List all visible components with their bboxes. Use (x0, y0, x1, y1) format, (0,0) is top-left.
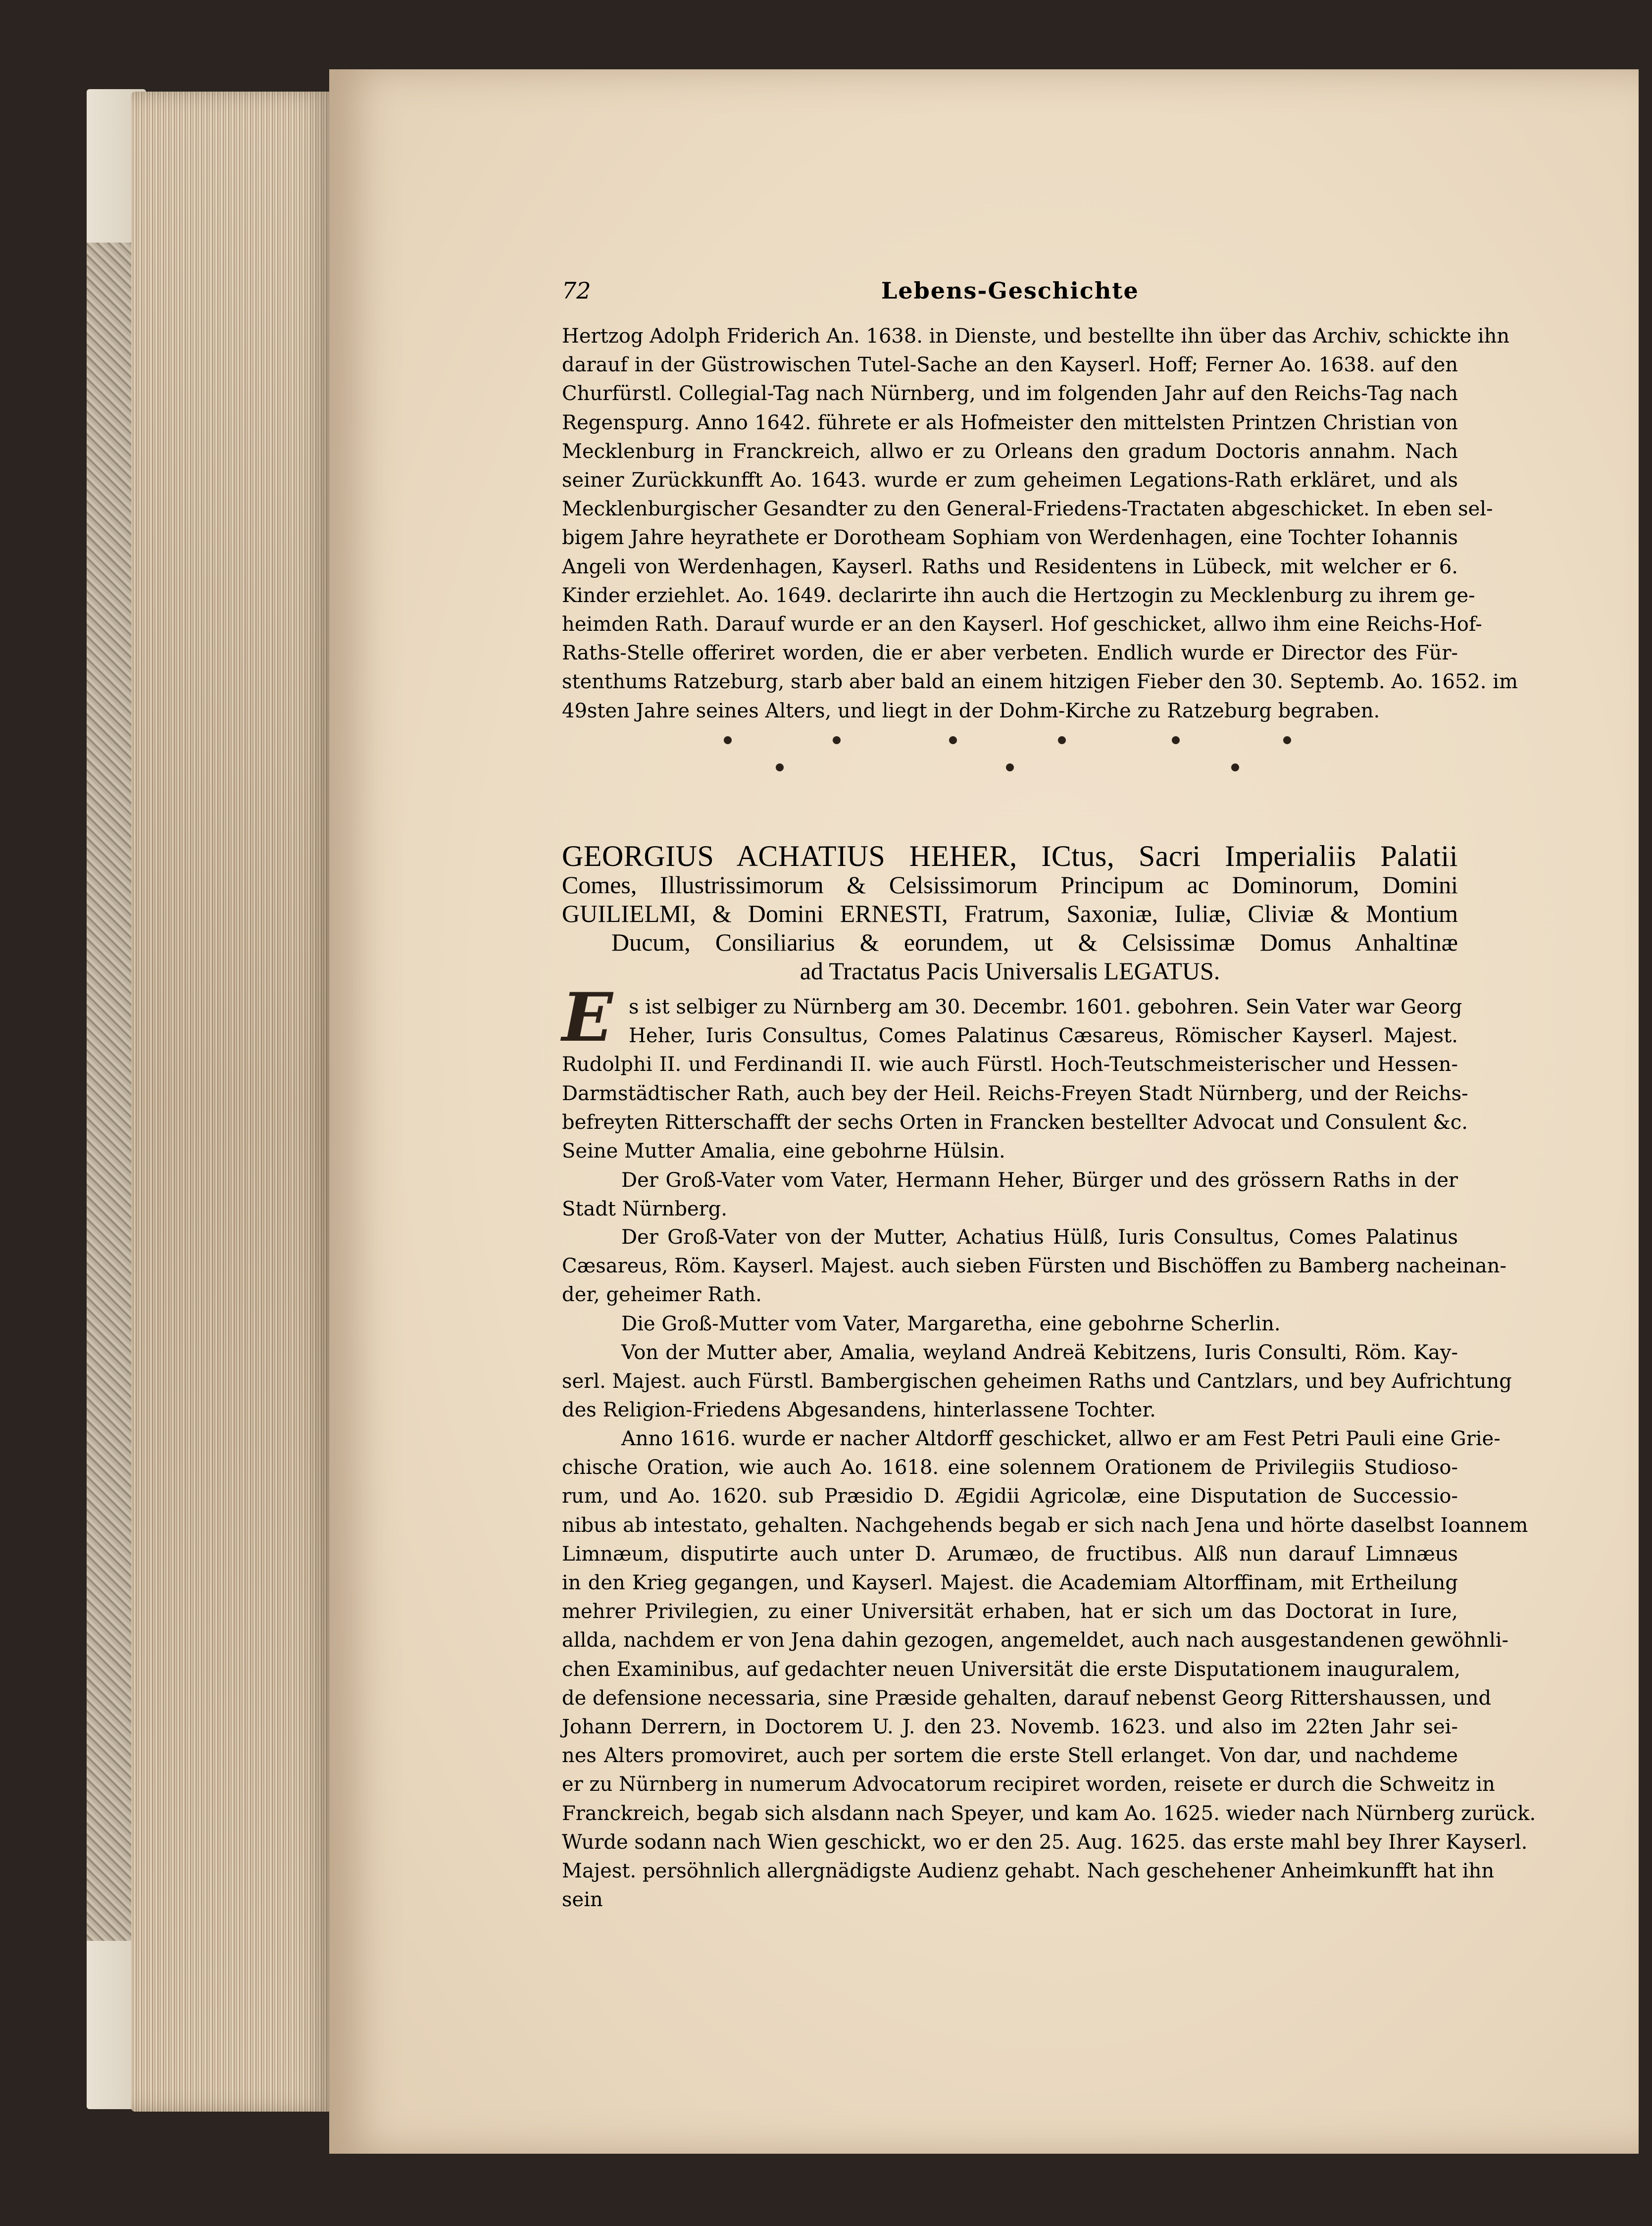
drop-capital: E (562, 978, 613, 1057)
text-line: Franckreich, begab sich alsdann nach Speyer, und kam Ao. 1625. wieder nach Nürnberg zurück. (562, 1802, 1536, 1825)
grandfather-maternal-paragraph (562, 1223, 1506, 1310)
text-line: s ist selbiger zu Nürnberg am 30. Decembr. 1601. gebohren. Sein Vater war Georg (629, 996, 1462, 1018)
text-line: mehrer Privilegien, zu einer Universität erhaben, hat er sich um das Doctorat in Iure, (562, 1600, 1458, 1623)
text-line: befreyten Ritterschafft der sechs Orten in Francken bestellter Advocat und Consulent &c. (562, 1111, 1468, 1134)
text-line: Angeli von Werdenhagen, Kayserl. Raths und Residentens in Lübeck, mit welcher er 6. (562, 555, 1458, 578)
text-line: in den Krieg gegangen, und Kayserl. Majest. die Academiam Altorffinam, mit Ertheilung (562, 1571, 1458, 1595)
text-line: chen Examinibus, auf gedachter neuen Universität die erste Disputationem inauguralem, (562, 1658, 1461, 1681)
heading-line-4: Ducum, Consiliarius & eorundem, ut & Celsissimæ Domus Anhaltinæ (611, 928, 1458, 956)
text-line: Majest. persöhnlich allergnädigste Audienz gehabt. Nach geschehener Anheimkunfft hat ihn (562, 1860, 1495, 1883)
text-line: Limnæum, disputirte auch unter D. Arumæo, de fructibus. Alß nun darauf Limnæus (562, 1542, 1458, 1566)
heading-line-1: GEORGIUS ACHATIUS HEHER, ICtus, Sacri Imperialiis Palatii (562, 840, 1458, 872)
ornament-divider (693, 720, 1337, 780)
catchword-block (562, 1885, 1458, 1914)
first-paragraph (562, 993, 1468, 1165)
text-line: chische Oration, wie auch Ao. 1618. eine solennem Orationem de Privilegiis Studioso- (562, 1456, 1458, 1479)
page-edges-shade (131, 92, 334, 2112)
text-line: Darmstädtischer Rath, auch bey der Heil. Reichs-Freyen Stadt Nürnberg, und der Reichs- (562, 1082, 1468, 1105)
text-line: Raths-Stelle offeriret worden, die er aber verbeten. Endlich wurde er Director des Für- (562, 642, 1458, 665)
top-paragraph (562, 322, 1518, 725)
catchword: sein (562, 1888, 603, 1911)
text-line: allda, nachdem er von Jena dahin gezogen, angemeldet, auch nach ausgestandenen gewöhnli- (562, 1629, 1509, 1652)
text-line: Der Groß-Vater von der Mutter, Achatius Hülß, Iuris Consultus, Comes Palatinus (621, 1226, 1458, 1249)
grandmother-paternal-paragraph (562, 1310, 1458, 1338)
running-head: Lebens-Geschichte (881, 277, 1139, 304)
text-line: Kinder erziehlet. Ao. 1649. declarirte ihn auch die Hertzogin zu Mecklenburg zu ihrem ge- (562, 584, 1475, 607)
heading-line-3: GUILIELMI, & Domini ERNESTI, Fratrum, Saxoniæ, Iuliæ, Cliviæ & Montium (562, 900, 1458, 927)
final-paragraph (562, 1424, 1536, 1885)
text-line: nes Alters promoviret, auch per sortem die erste Stell erlanget. Von dar, und nachdeme (562, 1744, 1458, 1768)
text-line: Rudolphi II. und Ferdinandi II. wie auch Fürstl. Hoch-Teutschmeisterischer und Hessen- (562, 1053, 1458, 1076)
text-line: Anno 1616. wurde er nacher Altdorff geschicket, allwo er am Fest Petri Pauli eine Grie- (621, 1427, 1501, 1450)
heading-line-2: Comes, Illustrissimorum & Celsissimorum Principum ac Dominorum, Domini (562, 871, 1458, 899)
text-line: stenthums Ratzeburg, starb aber bald an einem hitzigen Fieber den 30. Septemb. Ao. 1652. im (562, 670, 1518, 694)
text-line: Mecklenburg in Franckreich, allwo er zu Orleans den gradum Doctoris annahm. Nach (562, 440, 1458, 463)
ornament-dots (693, 720, 1337, 780)
text-line: de defensione necessaria, sine Præside gehalten, darauf nebenst Georg Rittershaussen, und (562, 1686, 1492, 1710)
text-line: bigem Jahre heyrathete er Dorotheam Sophiam von Werdenhagen, eine Tochter Iohannis (562, 526, 1458, 550)
text-line: Churfürstl. Collegial-Tag nach Nürnberg, und im folgenden Jahr auf den Reichs-Tag nach (562, 382, 1458, 405)
text-line: des Religion-Friedens Abgesandens, hinterlassene Tochter. (562, 1399, 1156, 1422)
text-line: Stadt Nürnberg. (562, 1198, 728, 1221)
text-line: Die Groß-Mutter vom Vater, Margaretha, eine gebohrne Scherlin. (621, 1313, 1281, 1335)
text-line: Regenspurg. Anno 1642. führete er als Hofmeister den mittelsten Printzen Christian von (562, 411, 1458, 434)
grandfather-paternal-paragraph (562, 1166, 1458, 1223)
mother-side-paragraph (562, 1338, 1512, 1425)
text-line: 49sten Jahre seines Alters, und liegt in der Dohm-Kirche zu Ratzeburg begraben. (562, 699, 1380, 722)
text-line: Der Groß-Vater vom Vater, Hermann Heher, Bürger und des grössern Raths in der (621, 1169, 1458, 1192)
text-line: der, geheimer Rath. (562, 1283, 762, 1307)
text-line: rum, und Ao. 1620. sub Præsidio D. Ægidii Agricolæ, eine Disputation de Successio- (562, 1485, 1458, 1508)
text-line: Cæsareus, Röm. Kayserl. Majest. auch sieben Fürsten und Bischöffen zu Bamberg nacheinan- (562, 1255, 1506, 1278)
text-line: er zu Nürnberg in numerum Advocatorum recipiret worden, reisete er durch die Schweitz in (562, 1773, 1495, 1796)
text-line: seiner Zurückkunfft Ao. 1643. wurde er zum geheimen Legations-Rath erkläret, und als (562, 469, 1458, 492)
text-line: heimden Rath. Darauf wurde er an den Kayserl. Hof geschicket, allwo ihm eine Reichs-Hof- (562, 613, 1482, 636)
text-line: nibus ab intestato, gehalten. Nachgehends begab er sich nach Jena und hörte daselbst Ioannem (562, 1514, 1528, 1537)
heading-line-5: ad Tractatus Pacis Universalis LEGATUS. (800, 957, 1220, 985)
text-line: Heher, Iuris Consultus, Comes Palatinus Cæsareus, Römischer Kayserl. Majest. (629, 1024, 1458, 1048)
text-line: Mecklenburgischer Gesandter zu den General-Friedens-Tractaten abgeschicket. In eben sel- (562, 498, 1493, 521)
text-line: Von der Mutter aber, Amalia, weyland Andreä Kebitzens, Iuris Consulti, Röm. Kay- (621, 1341, 1458, 1364)
text-line: Seine Mutter Amalia, eine gebohrne Hülsin. (562, 1140, 1005, 1163)
text-line: darauf in der Güstrowischen Tutel-Sache an den Kayserl. Hoff; Ferner Ao. 1638. auf den (562, 354, 1458, 377)
text-line: serl. Majest. auch Fürstl. Bambergischen geheimen Raths und Cantzlars, und bey Aufrichtung (562, 1370, 1512, 1393)
page-number: 72 (562, 277, 591, 304)
text-line: Hertzog Adolph Friderich An. 1638. in Dienste, und bestellte ihn über das Archiv, schickte ihn (562, 325, 1510, 348)
entry-heading (562, 842, 1458, 985)
text-line: Wurde sodann nach Wien geschickt, wo er den 25. Aug. 1625. das erste mahl bey Ihrer Kayserl. (562, 1830, 1528, 1854)
text-line: Johann Derrern, in Doctorem U. J. den 23. Novemb. 1623. und also im 22ten Jahr sei- (562, 1716, 1458, 1739)
